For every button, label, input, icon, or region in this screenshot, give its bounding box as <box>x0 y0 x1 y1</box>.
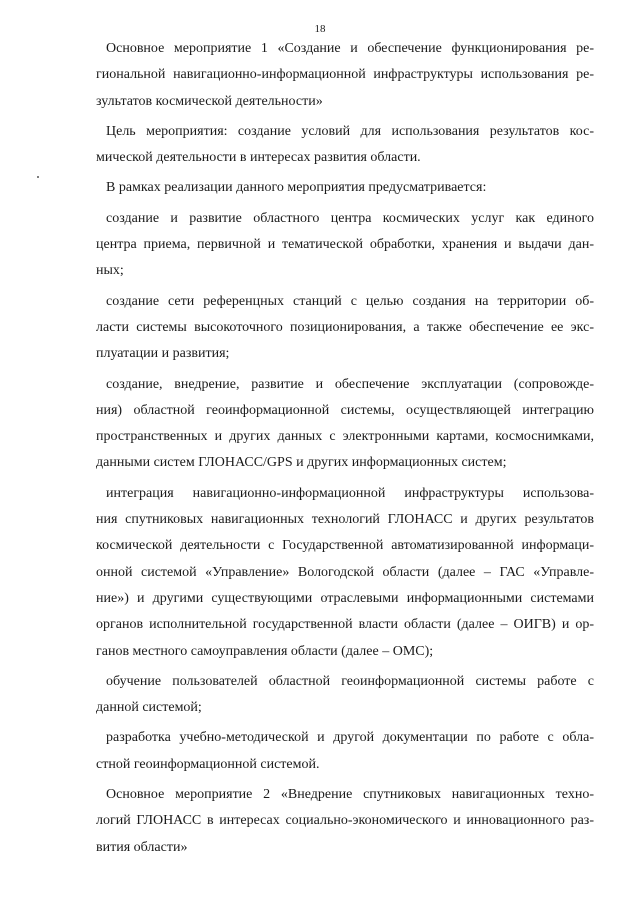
paragraph <box>96 782 594 861</box>
text-line: центра приема, первичной и тематической обработки, хранения и выдачи дан- <box>96 237 594 253</box>
text-line: Цель мероприятия: создание условий для использования результатов кос- <box>106 123 594 139</box>
paragraph <box>96 206 594 285</box>
text-line: В рамках реализации данного мероприятия предусматривается: <box>106 180 487 196</box>
text-line: космической деятельности с Государственной автоматизированной информаци- <box>96 538 594 554</box>
text-line: мической деятельности в интересах развития области. <box>96 150 421 166</box>
text-line: ние») и другими существующими отраслевыми информационными системами <box>96 590 594 606</box>
paragraph <box>96 36 594 115</box>
text-line: онной системой «Управление» Вологодской области (далее – ГАС «Управле- <box>96 564 594 580</box>
text-line: логий ГЛОНАСС в интересах социально-экономического и инновационного раз- <box>96 813 594 829</box>
text-line: создание, внедрение, развитие и обеспечение эксплуатации (сопровожде- <box>106 376 594 392</box>
paragraph <box>96 481 594 665</box>
text-line: органов исполнительной государственной власти области (далее – ОИГВ) и ор- <box>96 617 594 633</box>
document-body <box>96 36 594 865</box>
text-line: Основное мероприятие 2 «Внедрение спутниковых навигационных техно- <box>106 787 594 803</box>
page-number: 18 <box>314 23 326 35</box>
text-line: интеграция навигационно-информационной инфраструктуры использова- <box>106 485 594 501</box>
text-line: ных; <box>96 263 124 279</box>
text-line: вития области» <box>96 839 188 855</box>
paragraph <box>96 289 594 368</box>
text-line: ния) областной геоинформационной системы, осуществляющей интеграцию <box>96 402 594 418</box>
text-line: создание и развитие областного центра космических услуг как единого <box>106 210 594 226</box>
text-line: плуатации и развития; <box>96 346 230 362</box>
paragraph <box>96 175 594 201</box>
text-line: данными систем ГЛОНАСС/GPS и других информационных систем; <box>96 455 507 471</box>
text-line: ласти системы высокоточного позиционирования, а также обеспечение ее экс- <box>96 319 594 335</box>
text-line: Основное мероприятие 1 «Создание и обеспечение функционирования ре- <box>106 41 594 56</box>
paragraph <box>96 725 594 778</box>
text-line: создание сети референцных станций с целью создания на территории об- <box>106 293 594 309</box>
scan-artifact-dot <box>37 176 39 178</box>
text-line: ния спутниковых навигационных технологий ГЛОНАСС и других результатов <box>96 512 594 528</box>
text-line: обучение пользователей областной геоинформационной системы работе с <box>106 673 594 689</box>
text-line: ганов местного самоуправления области (далее – ОМС); <box>96 643 434 659</box>
text-line: зультатов космической деятельности» <box>96 93 323 109</box>
text-line: пространственных и других данных с электронными картами, космоснимками, <box>96 429 594 445</box>
text-line: данной системой; <box>96 700 202 716</box>
text-line: гиональной навигационно-информационной инфраструктуры использования ре- <box>96 67 594 83</box>
paragraph <box>96 119 594 172</box>
paragraph <box>96 372 594 477</box>
text-line: разработка учебно-методической и другой документации по работе с обла- <box>106 730 594 746</box>
text-line: стной геоинформационной системой. <box>96 756 320 772</box>
paragraph <box>96 669 594 722</box>
